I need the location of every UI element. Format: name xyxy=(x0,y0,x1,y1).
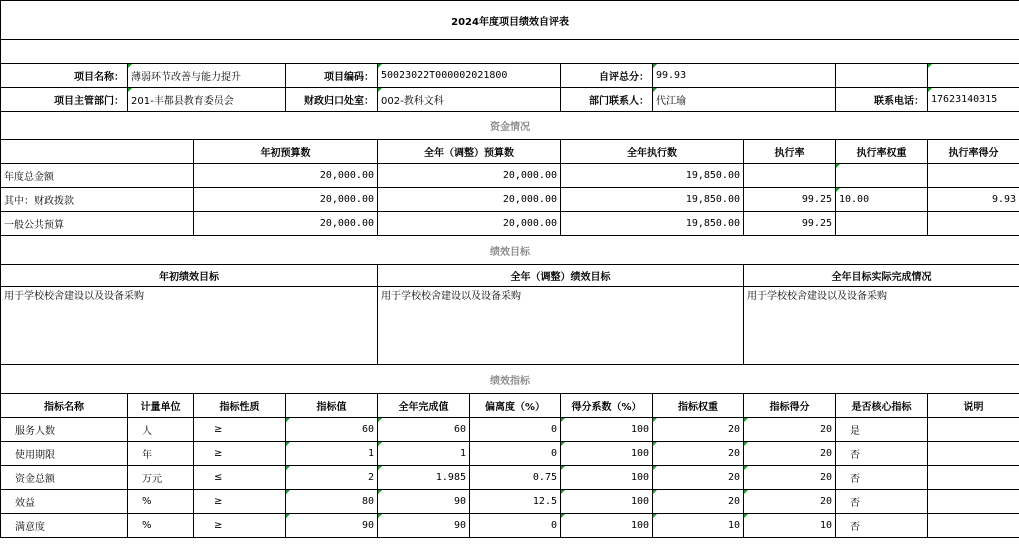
col-header-rate-weight: 执行率权重 xyxy=(836,140,928,164)
funds-row-label: 一般公共预算 xyxy=(1,212,194,236)
title-row xyxy=(1,1,1019,40)
funds-header-row xyxy=(1,140,1019,164)
actual-cell[interactable]: 60 xyxy=(378,418,470,442)
indicator-row xyxy=(1,466,1019,490)
note-cell[interactable] xyxy=(928,466,1019,490)
rate-score-cell[interactable]: 9.93 xyxy=(928,188,1019,212)
deviation-cell[interactable]: 0 xyxy=(470,514,561,538)
target-cell[interactable]: 80 xyxy=(286,490,378,514)
rate-weight-cell[interactable]: 10.00 xyxy=(836,188,928,212)
target-cell[interactable]: 90 xyxy=(286,514,378,538)
blank-cell xyxy=(1,40,1019,64)
core-cell[interactable]: 否 xyxy=(836,514,928,538)
col-header-nature: 指标性质 xyxy=(194,394,286,418)
coefficient-cell[interactable]: 100 xyxy=(561,442,653,466)
nature-cell[interactable]: ≤ xyxy=(194,466,286,490)
col-header-deviation: 偏离度（%） xyxy=(470,394,561,418)
col-header-score: 指标得分 xyxy=(744,394,836,418)
indicator-name-cell[interactable]: 服务人数 xyxy=(1,418,128,442)
info-row-2 xyxy=(1,88,1019,112)
rate-weight-cell[interactable] xyxy=(836,212,928,236)
deviation-cell[interactable]: 12.5 xyxy=(470,490,561,514)
project-code-value[interactable]: 50023022T000002021800 xyxy=(378,64,561,88)
col-header-unit: 计量单位 xyxy=(128,394,194,418)
note-cell[interactable] xyxy=(928,418,1019,442)
indicators-header-row xyxy=(1,394,1019,418)
actual-cell[interactable]: 90 xyxy=(378,490,470,514)
coefficient-cell[interactable]: 100 xyxy=(561,490,653,514)
indicator-row xyxy=(1,490,1019,514)
col-header-note: 说明 xyxy=(928,394,1019,418)
unit-cell[interactable]: % xyxy=(128,514,194,538)
executed-cell[interactable]: 19,850.00 xyxy=(561,212,744,236)
deviation-cell[interactable]: 0.75 xyxy=(470,466,561,490)
note-cell[interactable] xyxy=(928,514,1019,538)
col-header-adjusted-goal: 全年（调整）绩效目标 xyxy=(378,265,744,287)
project-name-label: 项目名称： xyxy=(1,64,128,88)
adjusted-budget-cell[interactable]: 20,000.00 xyxy=(378,212,561,236)
goals-value-row xyxy=(1,287,1019,365)
weight-cell[interactable]: 20 xyxy=(653,418,744,442)
project-code-label: 项目编码： xyxy=(286,64,378,88)
target-cell[interactable]: 60 xyxy=(286,418,378,442)
indicator-name-cell[interactable]: 满意度 xyxy=(1,514,128,538)
exec-rate-cell[interactable]: 99.25 xyxy=(744,188,836,212)
info-row-1 xyxy=(1,64,1019,88)
col-header-actual-completion: 全年目标实际完成情况 xyxy=(744,265,1019,287)
col-header-indicator-name: 指标名称 xyxy=(1,394,128,418)
core-cell[interactable]: 否 xyxy=(836,490,928,514)
dept-value[interactable]: 201-丰都县教育委员会 xyxy=(128,88,286,112)
funds-row xyxy=(1,212,1019,236)
phone-label: 联系电话： xyxy=(836,88,928,112)
rate-score-cell[interactable] xyxy=(928,212,1019,236)
sheet-title: 2024年度项目绩效自评表 xyxy=(1,1,1019,40)
empty-cell xyxy=(928,64,1019,88)
empty-cell xyxy=(1,140,194,164)
funds-section-title: 资金情况 xyxy=(1,112,1019,140)
note-cell[interactable] xyxy=(928,442,1019,466)
exec-rate-cell[interactable]: 99.25 xyxy=(744,212,836,236)
exec-rate-cell[interactable] xyxy=(744,164,836,188)
funds-row xyxy=(1,164,1019,188)
initial-budget-cell[interactable]: 20,000.00 xyxy=(194,188,378,212)
col-header-core: 是否核心指标 xyxy=(836,394,928,418)
weight-cell[interactable]: 20 xyxy=(653,490,744,514)
deviation-cell[interactable]: 0 xyxy=(470,442,561,466)
coefficient-cell[interactable]: 100 xyxy=(561,418,653,442)
actual-cell[interactable]: 90 xyxy=(378,514,470,538)
col-header-exec-rate: 执行率 xyxy=(744,140,836,164)
deviation-cell[interactable]: 0 xyxy=(470,418,561,442)
score-cell[interactable]: 20 xyxy=(744,490,836,514)
nature-cell[interactable]: ≥ xyxy=(194,442,286,466)
goals-header-row xyxy=(1,265,1019,287)
executed-cell[interactable]: 19,850.00 xyxy=(561,164,744,188)
blank-row xyxy=(1,40,1019,64)
nature-cell[interactable]: ≥ xyxy=(194,514,286,538)
indicators-section-row xyxy=(1,365,1019,394)
rate-score-cell[interactable] xyxy=(928,164,1019,188)
score-cell[interactable]: 20 xyxy=(744,466,836,490)
score-cell[interactable]: 20 xyxy=(744,418,836,442)
self-score-label: 自评总分： xyxy=(561,64,653,88)
finance-value[interactable]: 002-教科文科 xyxy=(378,88,561,112)
indicator-row xyxy=(1,442,1019,466)
nature-cell[interactable]: ≥ xyxy=(194,490,286,514)
nature-cell[interactable]: ≥ xyxy=(194,418,286,442)
indicator-name-cell[interactable]: 资金总额 xyxy=(1,466,128,490)
col-header-weight: 指标权重 xyxy=(653,394,744,418)
target-cell[interactable]: 1 xyxy=(286,442,378,466)
weight-cell[interactable]: 10 xyxy=(653,514,744,538)
funds-row-label: 年度总金额 xyxy=(1,164,194,188)
initial-budget-cell[interactable]: 20,000.00 xyxy=(194,212,378,236)
col-header-initial-budget: 年初预算数 xyxy=(194,140,378,164)
actual-completion-text[interactable]: 用于学校校舍建设以及设备采购 xyxy=(744,287,1019,365)
funds-section-row xyxy=(1,112,1019,140)
actual-cell[interactable]: 1.985 xyxy=(378,466,470,490)
adjusted-budget-cell[interactable]: 20,000.00 xyxy=(378,188,561,212)
col-header-rate-score: 执行率得分 xyxy=(928,140,1019,164)
funds-row-label: 其中：财政拨款 xyxy=(1,188,194,212)
executed-cell[interactable]: 19,850.00 xyxy=(561,188,744,212)
coefficient-cell[interactable]: 100 xyxy=(561,514,653,538)
weight-cell[interactable]: 20 xyxy=(653,442,744,466)
initial-goal-text[interactable]: 用于学校校舍建设以及设备采购 xyxy=(1,287,378,365)
initial-budget-cell[interactable]: 20,000.00 xyxy=(194,164,378,188)
col-header-coefficient: 得分系数（%） xyxy=(561,394,653,418)
col-header-executed: 全年执行数 xyxy=(561,140,744,164)
contact-label: 部门联系人： xyxy=(561,88,653,112)
self-score-value[interactable]: 99.93 xyxy=(653,64,836,88)
adjusted-goal-text[interactable]: 用于学校校舍建设以及设备采购 xyxy=(378,287,744,365)
col-header-initial-goal: 年初绩效目标 xyxy=(1,265,378,287)
contact-value[interactable]: 代江瑜 xyxy=(653,88,836,112)
core-cell[interactable]: 否 xyxy=(836,466,928,490)
phone-value[interactable]: 17623140315 xyxy=(928,88,1019,112)
weight-cell[interactable]: 20 xyxy=(653,466,744,490)
adjusted-budget-cell[interactable]: 20,000.00 xyxy=(378,164,561,188)
unit-cell[interactable]: 人 xyxy=(128,418,194,442)
coefficient-cell[interactable]: 100 xyxy=(561,466,653,490)
score-cell[interactable]: 20 xyxy=(744,442,836,466)
finance-label: 财政归口处室： xyxy=(286,88,378,112)
unit-cell[interactable]: 年 xyxy=(128,442,194,466)
unit-cell[interactable]: 万元 xyxy=(128,466,194,490)
indicator-name-cell[interactable]: 使用期限 xyxy=(1,442,128,466)
funds-row xyxy=(1,188,1019,212)
dept-label: 项目主管部门： xyxy=(1,88,128,112)
indicator-row xyxy=(1,514,1019,538)
col-header-target: 指标值 xyxy=(286,394,378,418)
score-cell[interactable]: 10 xyxy=(744,514,836,538)
col-header-actual: 全年完成值 xyxy=(378,394,470,418)
unit-cell[interactable]: % xyxy=(128,490,194,514)
indicator-row xyxy=(1,418,1019,442)
target-cell[interactable]: 2 xyxy=(286,466,378,490)
empty-cell xyxy=(836,64,928,88)
indicator-name-cell[interactable]: 效益 xyxy=(1,490,128,514)
actual-cell[interactable]: 1 xyxy=(378,442,470,466)
indicators-section-title: 绩效指标 xyxy=(1,365,1019,394)
core-cell[interactable]: 否 xyxy=(836,442,928,466)
goals-section-title: 绩效目标 xyxy=(1,236,1019,265)
col-header-adjusted-budget: 全年（调整）预算数 xyxy=(378,140,561,164)
project-name-value[interactable]: 薄弱环节改善与能力提升 xyxy=(128,64,286,88)
core-cell[interactable]: 是 xyxy=(836,418,928,442)
note-cell[interactable] xyxy=(928,490,1019,514)
rate-weight-cell[interactable] xyxy=(836,164,928,188)
goals-section-row xyxy=(1,236,1019,265)
